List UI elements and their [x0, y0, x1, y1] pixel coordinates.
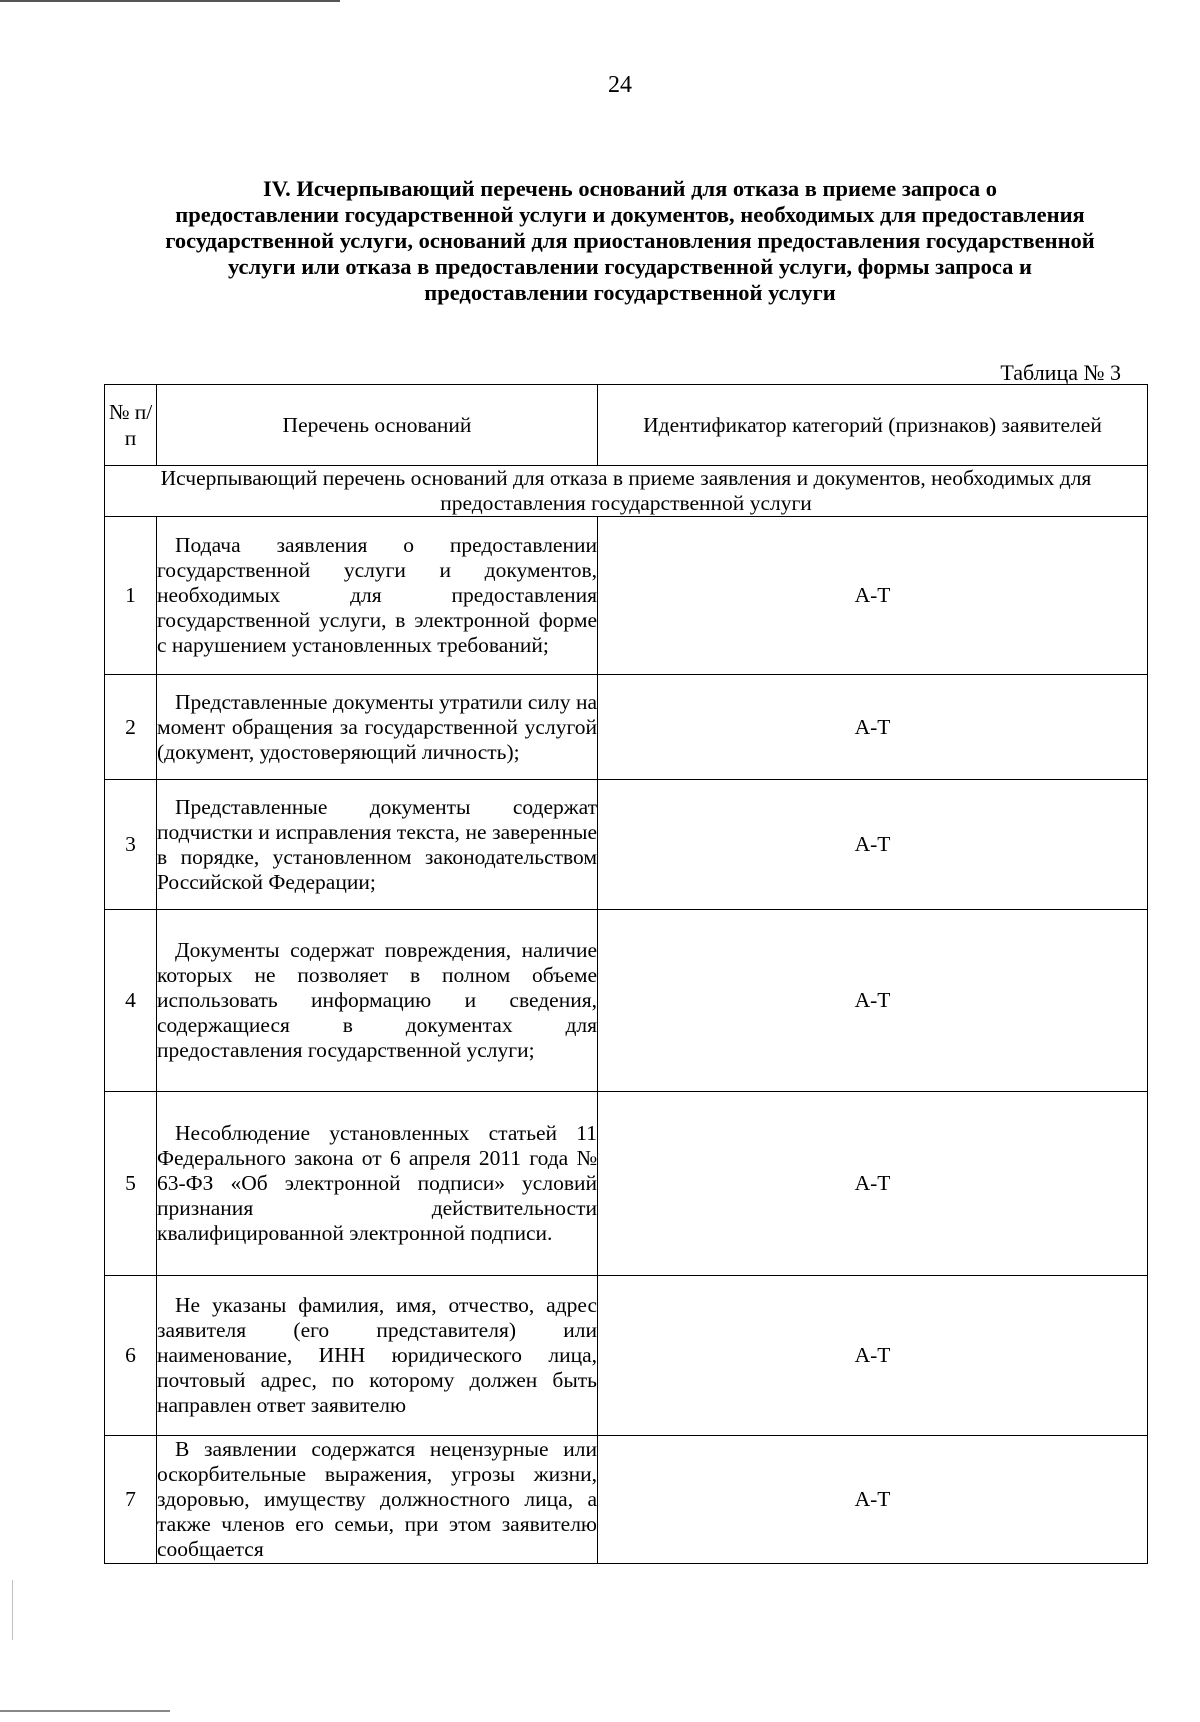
heading-line: предоставлении государственной услуги и документов, необходимых для предоставления: [175, 202, 1085, 227]
row-number: 4: [105, 910, 157, 1092]
heading-line: государственной услуги, оснований для приостановления предоставления государственной: [165, 228, 1095, 253]
table-row: [105, 1436, 1148, 1564]
table-row: [105, 1276, 1148, 1436]
row-identifier: А-Т: [598, 780, 1148, 910]
table-row: [105, 517, 1148, 675]
table-header-row: [105, 385, 1148, 466]
row-reason: [157, 1092, 598, 1276]
header-number: № п/ п: [105, 385, 157, 466]
grounds-table: [104, 384, 1148, 1564]
scan-margin-mark: [12, 1580, 13, 1640]
row-identifier: А-Т: [598, 1276, 1148, 1436]
row-reason: [157, 1276, 598, 1436]
row-number: 2: [105, 675, 157, 780]
row-reason-text: Подача заявления о предоставлении государственной услуги и документов, необходимых для предоставления государственной услуги, в электронной форме с нарушением установленных требований;: [157, 533, 597, 657]
section-row: [105, 466, 1148, 517]
scan-bottom-rule: [0, 1710, 170, 1712]
row-identifier: А-Т: [598, 675, 1148, 780]
page-number: 24: [608, 72, 632, 98]
table-row: [105, 675, 1148, 780]
heading-line: предоставлении государственной услуги: [424, 280, 836, 305]
row-reason-text: Представленные документы содержат подчистки и исправления текста, не заверенные в порядке, установленном законодательством Российской Федерации;: [157, 794, 597, 894]
row-number: 3: [105, 780, 157, 910]
row-number: 6: [105, 1276, 157, 1436]
row-reason-text: Представленные документы утратили силу на момент обращения за государственной услугой (документ, удостоверяющий личность);: [157, 689, 597, 764]
header-identifier: Идентификатор категорий (признаков) заявителей: [598, 385, 1148, 466]
row-reason-text: Документы содержат повреждения, наличие которых не позволяет в полном объеме использовать информацию и сведения, содержащиеся в документах для предоставления государственной услуги;: [157, 938, 597, 1062]
row-number: 7: [105, 1436, 157, 1564]
table-row: [105, 780, 1148, 910]
row-reason: [157, 780, 598, 910]
table-row: [105, 910, 1148, 1092]
table-row: [105, 1092, 1148, 1276]
row-reason-text: В заявлении содержатся нецензурные или оскорбительные выражения, угрозы жизни, здоровью, имуществу должностного лица, а также членов его семьи, при этом заявителю сообщается: [157, 1437, 597, 1561]
row-reason: [157, 517, 598, 675]
section-title: Исчерпывающий перечень оснований для отказа в приеме заявления и документов, необходимых для предоставления государственной услуги: [105, 466, 1148, 517]
heading-line: IV. Исчерпывающий перечень оснований для отказа в приеме запроса о: [263, 176, 997, 201]
row-reason: [157, 1436, 598, 1564]
row-reason-text: Не указаны фамилия, имя, отчество, адрес заявителя (его представителя) или наименование, ИНН юридического лица, почтовый адрес, по которому должен быть направлен ответ заявителю: [157, 1293, 597, 1417]
row-identifier: А-Т: [598, 517, 1148, 675]
row-reason-text: Несоблюдение установленных статьей 11 Федерального закона от 6 апреля 2011 года № 63-ФЗ «Об электронной подписи» условий признания действительности квалифицированной электронной подписи.: [157, 1121, 597, 1245]
row-identifier: А-Т: [598, 1436, 1148, 1564]
row-reason: [157, 910, 598, 1092]
row-reason: [157, 675, 598, 780]
scan-top-rule: [0, 0, 340, 2]
section-heading: [100, 176, 1160, 306]
table-caption: Таблица № 3: [1000, 360, 1121, 385]
header-reasons: Перечень оснований: [157, 385, 598, 466]
row-number: 1: [105, 517, 157, 675]
row-identifier: А-Т: [598, 910, 1148, 1092]
heading-line: услуги или отказа в предоставлении государственной услуги, формы запроса и: [227, 254, 1032, 279]
row-identifier: А-Т: [598, 1092, 1148, 1276]
row-number: 5: [105, 1092, 157, 1276]
